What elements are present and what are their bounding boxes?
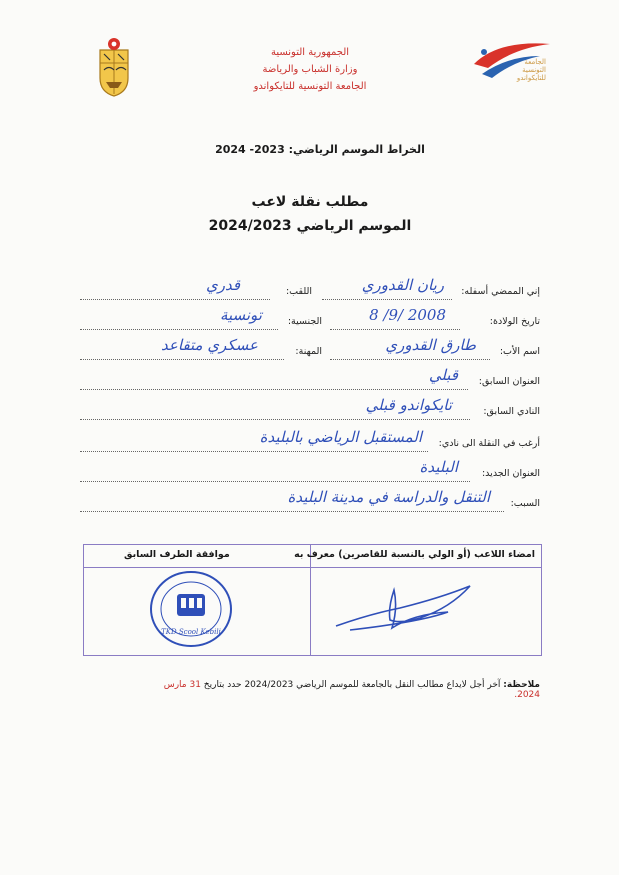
new-address-label: العنوان الجديد: [481,468,540,479]
taekwondo-federation-logo-icon [468,38,560,88]
nationality-label: الجنسية: [287,316,322,327]
new-club-value: المستقبل الرياضي بالبليدة [259,428,422,446]
form-row-dob [80,306,540,334]
nationality-line [80,328,278,330]
document-subtitle: الموسم الرياضي 2024/2023 [208,218,412,234]
form-row-signer [80,276,540,304]
form-row-father [80,336,540,364]
document-title: مطلب نقلة لاعب [251,194,369,210]
surname-label: اللقب: [285,286,312,297]
form-row-new-address [80,458,540,486]
header-text [200,44,420,95]
profession-line [80,358,284,360]
profession-value: عسكري متقاعد [161,336,258,354]
prev-club-line [80,418,470,420]
signer-label: إني الممضي أسفله: [461,286,540,297]
logo-text-line: للتايكواندو [516,74,546,82]
form-row-reason [80,488,540,516]
new-address-line [80,480,470,482]
form-row-prev-address [80,366,540,394]
prev-address-label: العنوان السابق: [478,376,540,387]
republic-name: الجمهورية التونسية [270,47,350,58]
prev-address-value: قبلي [428,366,458,384]
nationality-value: تونسية [219,306,262,324]
dob-line [330,328,460,330]
player-signature-header: امضاء اللاعب (أو الولي بالنسبة للقاصرين) معرف به [294,549,535,560]
prev-club-value: تايكواندو قبلي [365,396,452,414]
tunisia-coat-of-arms-icon [94,36,134,98]
dob-value: 2008 /9/ 8 [369,306,446,324]
prev-address-line [80,388,468,390]
surname-line [80,298,270,300]
form-row-prev-club [80,396,540,424]
father-label: اسم الأب: [499,346,540,357]
new-club-line [80,450,428,452]
new-address-value: البليدة [419,458,458,476]
club-stamp-icon [145,568,237,650]
father-line [330,358,490,360]
season-heading: الخراط الموسم الرياضي: 2023- 2024 [215,143,425,156]
reason-label: السبب: [510,498,540,509]
previous-club-approval-header: موافقة الطرف السابق [124,549,230,560]
signer-value: ريان القدوري [361,276,444,294]
dob-label: تاريخ الولادة: [489,316,540,327]
surname-value: قدري [205,276,240,294]
father-value: طارق القدوري [385,336,476,354]
table-divider [310,545,311,655]
note-label: ملاحظة: [503,680,540,690]
new-club-label: أرغب في النقلة الى نادي: [438,438,540,449]
reason-line [80,510,504,512]
prev-club-label: النادي السابق: [483,406,540,417]
note-deadline: 31 مارس 2024. [163,680,540,700]
deadline-note [150,680,540,700]
handwritten-signature-icon [330,578,480,638]
note-text: آخر أجل لايداع مطالب النقل بالجامعة للموسم الرياضي 2024/2023 حدد بتاريخ [203,680,501,690]
federation-name: الجامعة التونسية للتايكواندو [253,81,367,92]
form-row-new-club [80,428,540,456]
signer-line [322,298,452,300]
reason-value: التنقل والدراسة في مدينة البليدة [287,488,490,506]
stamp-text: TKD Scool Kebili [161,628,221,636]
profession-label: المهنة: [295,346,322,357]
ministry-name: وزارة الشباب والرياضة [262,64,358,75]
logo-text-line: الجامعة [524,58,546,66]
logo-text-line: التونسية [522,66,546,74]
